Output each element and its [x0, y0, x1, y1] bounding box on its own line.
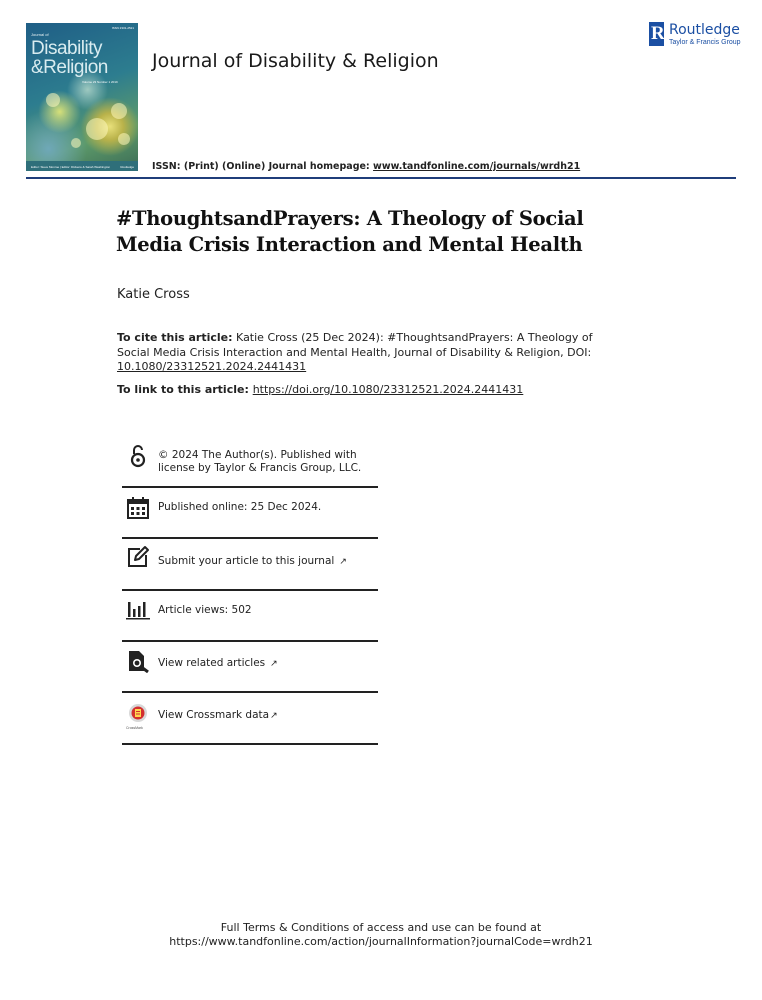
open-access-lock-icon: [126, 444, 150, 468]
submit-item[interactable]: [122, 545, 378, 579]
publisher-name: Routledge: [669, 22, 740, 38]
routledge-mark-icon: [649, 22, 664, 46]
article-link-line: [117, 383, 523, 396]
journal-cover: [26, 23, 138, 171]
footer-line1: Full Terms & Conditions of access and use can be found at: [220, 921, 542, 934]
cover-volume: Volume 23 Number 1 2019: [82, 80, 118, 84]
link-label: To link to this article:: [117, 383, 253, 396]
crossmark-badge-text: CrossMark: [126, 726, 143, 730]
submit-article-link[interactable]: Submit your article to this journal: [158, 555, 335, 567]
cover-journal-of: Journal of: [31, 32, 49, 37]
issn-line: [152, 161, 580, 172]
related-item[interactable]: [122, 648, 378, 682]
page-footer: [0, 921, 762, 949]
journal-title: Journal of Disability & Religion: [152, 50, 439, 72]
journal-homepage-link[interactable]: www.tandfonline.com/journals/wrdh21: [373, 161, 581, 172]
cover-issn: ISSN 2331-2521: [111, 26, 134, 30]
cover-publisher: Routledge: [120, 165, 134, 169]
routledge-mark-letter: R: [651, 23, 665, 44]
footer-terms-link[interactable]: https://www.tandfonline.com/action/journalInformation?journalCode=wrdh21: [169, 935, 593, 948]
external-link-icon: ↗: [339, 557, 347, 567]
info-divider: [122, 691, 378, 693]
document-search-icon: [126, 649, 150, 673]
license-line1: © 2024 The Author(s). Published with: [158, 449, 357, 461]
cover-title-line2: &Religion: [31, 57, 108, 78]
crossmark-item[interactable]: [122, 699, 378, 733]
edit-pencil-icon: [126, 545, 150, 569]
cite-doi-link[interactable]: 10.1080/23312521.2024.2441431: [117, 360, 307, 373]
info-divider: [122, 486, 378, 488]
external-link-icon: ↗: [270, 711, 278, 721]
published-item: [122, 494, 378, 524]
bar-chart-icon: [126, 597, 150, 621]
publisher-logo: [649, 20, 749, 50]
license-line2: license by Taylor & Francis Group, LLC.: [158, 462, 362, 474]
info-divider: [122, 537, 378, 539]
crossmark-link[interactable]: View Crossmark data: [158, 709, 270, 721]
citation-block: [117, 331, 617, 375]
external-link-icon: ↗: [270, 659, 278, 669]
related-articles-link[interactable]: View related articles: [158, 657, 266, 669]
calendar-icon: [126, 496, 150, 520]
article-doi-link[interactable]: https://doi.org/10.1080/23312521.2024.2441431: [252, 383, 524, 396]
article-title: #ThoughtsandPrayers: A Theology of Social Media Crisis Interaction and Mental Health: [116, 207, 584, 256]
cover-title-line1: Disability: [31, 38, 103, 59]
cover-editors: Editor: Steve Monroe | Editor: Dickens & Sarah Washington: [31, 165, 111, 169]
info-divider: [122, 743, 378, 745]
publisher-subtitle: Taylor & Francis Group: [669, 39, 741, 46]
issn-label: ISSN: (Print) (Online) Journal homepage:: [152, 161, 374, 172]
crossmark-icon: [126, 703, 150, 727]
cite-label: To cite this article:: [117, 331, 233, 344]
views-item: [122, 597, 378, 627]
article-author: Katie Cross: [117, 287, 190, 302]
article-views: Article views: 502: [158, 604, 252, 616]
published-date: Published online: 25 Dec 2024.: [158, 501, 322, 513]
info-divider: [122, 640, 378, 642]
header-divider: [26, 177, 736, 179]
info-divider: [122, 589, 378, 591]
cite-text: Katie Cross (25 Dec 2024): #ThoughtsandPrayers: A Theology of Social Media Crisis Interaction and Mental Health, Journal of Disability & Religion, DOI:: [117, 331, 593, 359]
license-item: [122, 443, 378, 477]
